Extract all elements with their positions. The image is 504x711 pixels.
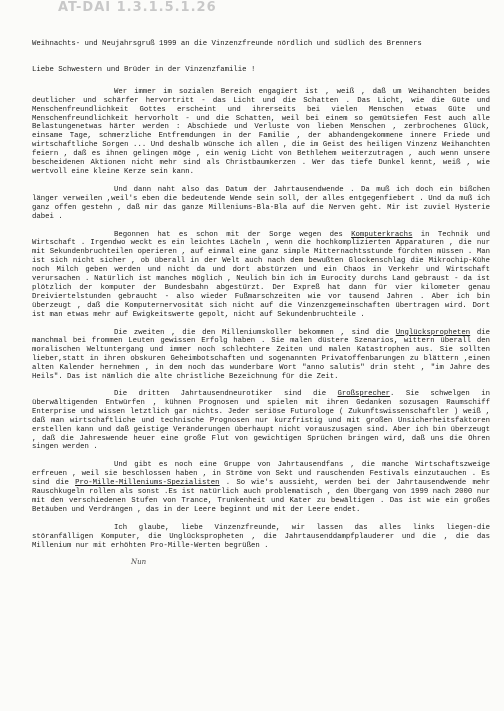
paragraph [32, 186, 490, 222]
paragraph-text: . So wie's aussieht, werden bei der Jahrtausendwende mehr Rauschkugeln rollen als sonst .Es ist natürlich auch problematisch , den Übergang von 1999 nach 2000 nur mit den verschiedenen Stufen von Trance, Trunkenheit und Kater zu bewältigen . Das ist wie ein großes Betäuben und Verdrängen , das in der Leere beginnt und mit der Leere endet. [32, 479, 490, 514]
paragraph-text: in Technik und Wirtschaft . Irgendwo weckt es ein leichtes Lächeln , wenn die hochkomplizierten Apparaturen , die nur mit Sekundenbruchteilen operieren , auf einmal eine ganz simple Mitternachtsstunde fürchten müssen . Man ist sich nicht sicher , ob überall in der Welt auch nach dem bewußten Glockenschlag die Mikrochip-Kühe noch Milch geben werden und nicht da und dort abstürzen und ein Chaos in Verkehr und Wirtschaft verursachen . Natürlich ist manches möglich , Neulich bin ich im Eurocity durchs Land gebraust - da ist plötzlich der komputer der Bundesbahn abgestürzt. Der Expreß hat dann für vier kilometer genau Dreiviertelstunden gebraucht - also wieder Fußmarschzeiten wie vor tausend Jahren . Aber ich bin überzeugt , daß die Komputernervosität sich nicht auf die Vinzenzgemeinschaften übertragen wird. Dort ist man etwas mehr auf Ewigkeitswerte gepolt, nicht auf Sekundenbruchteile . [32, 230, 490, 319]
paragraphs [32, 88, 490, 551]
paragraph [32, 461, 490, 514]
archive-stamp: AT-DAI 1.3.1.5.1.26 [58, 0, 217, 15]
salutation: Liebe Schwestern und Brüder in der Vinzenzfamilie ! [32, 65, 256, 74]
paragraph-text: Wer immer im sozialen Bereich engagiert ist , weiß , daß um Weihanchten beides deutlicher und schärfer hervortritt - das Licht und die Schatten . Das Licht, wie die Güte und Menschenfreundlichkeit Gottes erscheint und ihrerseits bei vielen Menschen etwas Güte und Menschenfreundlichkeit hervorholt - und die Schatten, weil bei einem so gemütsiefen Fest auch alle Belastungenetwas härter werden : Abschiede und Verluste von lieben Menschen , zerbrochenes Glück, einsame Tage, schmerzliche Entfremdungen in der Familie , der abhandengekommene innere Friede und wirtschaftliche Sorgen ... Und deshalb wünsche ich allen , die im Geist des heiligen Vinzenz Weihanchten feiern , daß es ihnen gelingen möge , ein wenig Licht von Bethlehem weiterzutragen , auch wenn unsere bescheidenen Aktionen nicht mehr sind als Christbaumkerzen . Wer das tiefe Dunkel kennt, weiß , wie wertvoll eine kleine Kerze sein kann. [32, 87, 490, 176]
paragraph [32, 329, 490, 382]
underlined-term: Komputerkrachs [351, 230, 413, 239]
paragraph [32, 231, 490, 320]
paragraph-text: Und dann naht also das Datum der Jahrtausendwende . Da muß ich doch ein bißchen länger verweilen ,weil's eben die bedeutende Wende sein soll, der alles entgegenfiebert . Und da muß ich ganz offen gestehn , daß mir das ganze Milleniums-Bla-Bla auf die Nerven geht. Mir ist zuviel Hysterie dabei . [32, 185, 490, 221]
paragraph-text: Ich glaube, liebe Vinzenzfreunde, wir lassen das alles links liegen-die störanfälligen Komputer, die Unglückspropheten , die Jahrtausenddampfplauderer und die , die das Millenium nur mit erhöhten Pro-Mille-Werten begrüßen . [32, 523, 490, 550]
letter-body [32, 40, 490, 560]
underlined-term: Pro-Mille-Milleniums-Spezialisten [75, 479, 220, 488]
paragraph-text: Die dritten Jahrtausendneurotiker sind die [114, 390, 338, 398]
handwritten-note: Nun [131, 558, 147, 566]
underlined-term: Großsprecher [337, 390, 391, 398]
paragraph-text: . Sie schwelgen in überwältigenden Entwürfen , kühnen Prognosen und spielen mit ihren Gedanken sozusagen Raumschiff Enterprise und wissen letztlich gar nichts. Jeder seriöse Futurologe ( Zukunftswissenschaftler ) weiß , daß man wirtschaftliche und technische Prognosen nur kurzfristig und mit großen Unsicherheitsfaktoren erstellen kann und daß geistige Veränderungen überhaupt nicht vorauszusagen sind. Aber ich bin überzeugt , daß die Jahreswende heuer eine große Flut von gewichtigen Sprüchen bringen wird, daß uns die Ohren singen werden . [32, 390, 490, 452]
paragraph-text: Begonnen hat es schon mit der Sorge wegen des [114, 230, 352, 239]
paragraph-text: Die zweiten , die den Milleniumskoller bekommen , sind die [114, 328, 396, 337]
underlined-term: Unglückspropheten [395, 328, 471, 337]
letter-heading: Weihnachts- und Neujahrsgruß 1999 an die Vinzenzfreunde nördlich und südlich des Brenners [32, 40, 422, 48]
paragraph [32, 524, 490, 551]
paragraph [32, 88, 490, 177]
paragraph-text: die manchmal bei frommen Leuten gewissen Erfolg haben . Sie malen düstere Szenarios, wittern überall den moralischen Weltuntergang und immer noch schlechtere Zeiten und malen Katastrophen aus. Sie sollten lieber,statt in ihren obskuren Geheimbotschaften und sogenannten Privatoffenbarungen zu blättern ,einen alten Kalender hernehmen , in dem noch das wunderbare Wort "anno salutis" drin steht , "im Jahre des Heils". Das ist nämlich die alte christliche Bezeichnung für die Zeit. [32, 328, 491, 382]
paragraph [32, 390, 490, 452]
paragraph-text: Und gibt es noch eine Gruppe von Jahrtausendfans , die manche Wirtschaftszweige erfreuen , weil sie beschlossen haben , in Ströme von Sekt und rauschenden Festivals einzutauchen . Es sind die [32, 461, 490, 488]
